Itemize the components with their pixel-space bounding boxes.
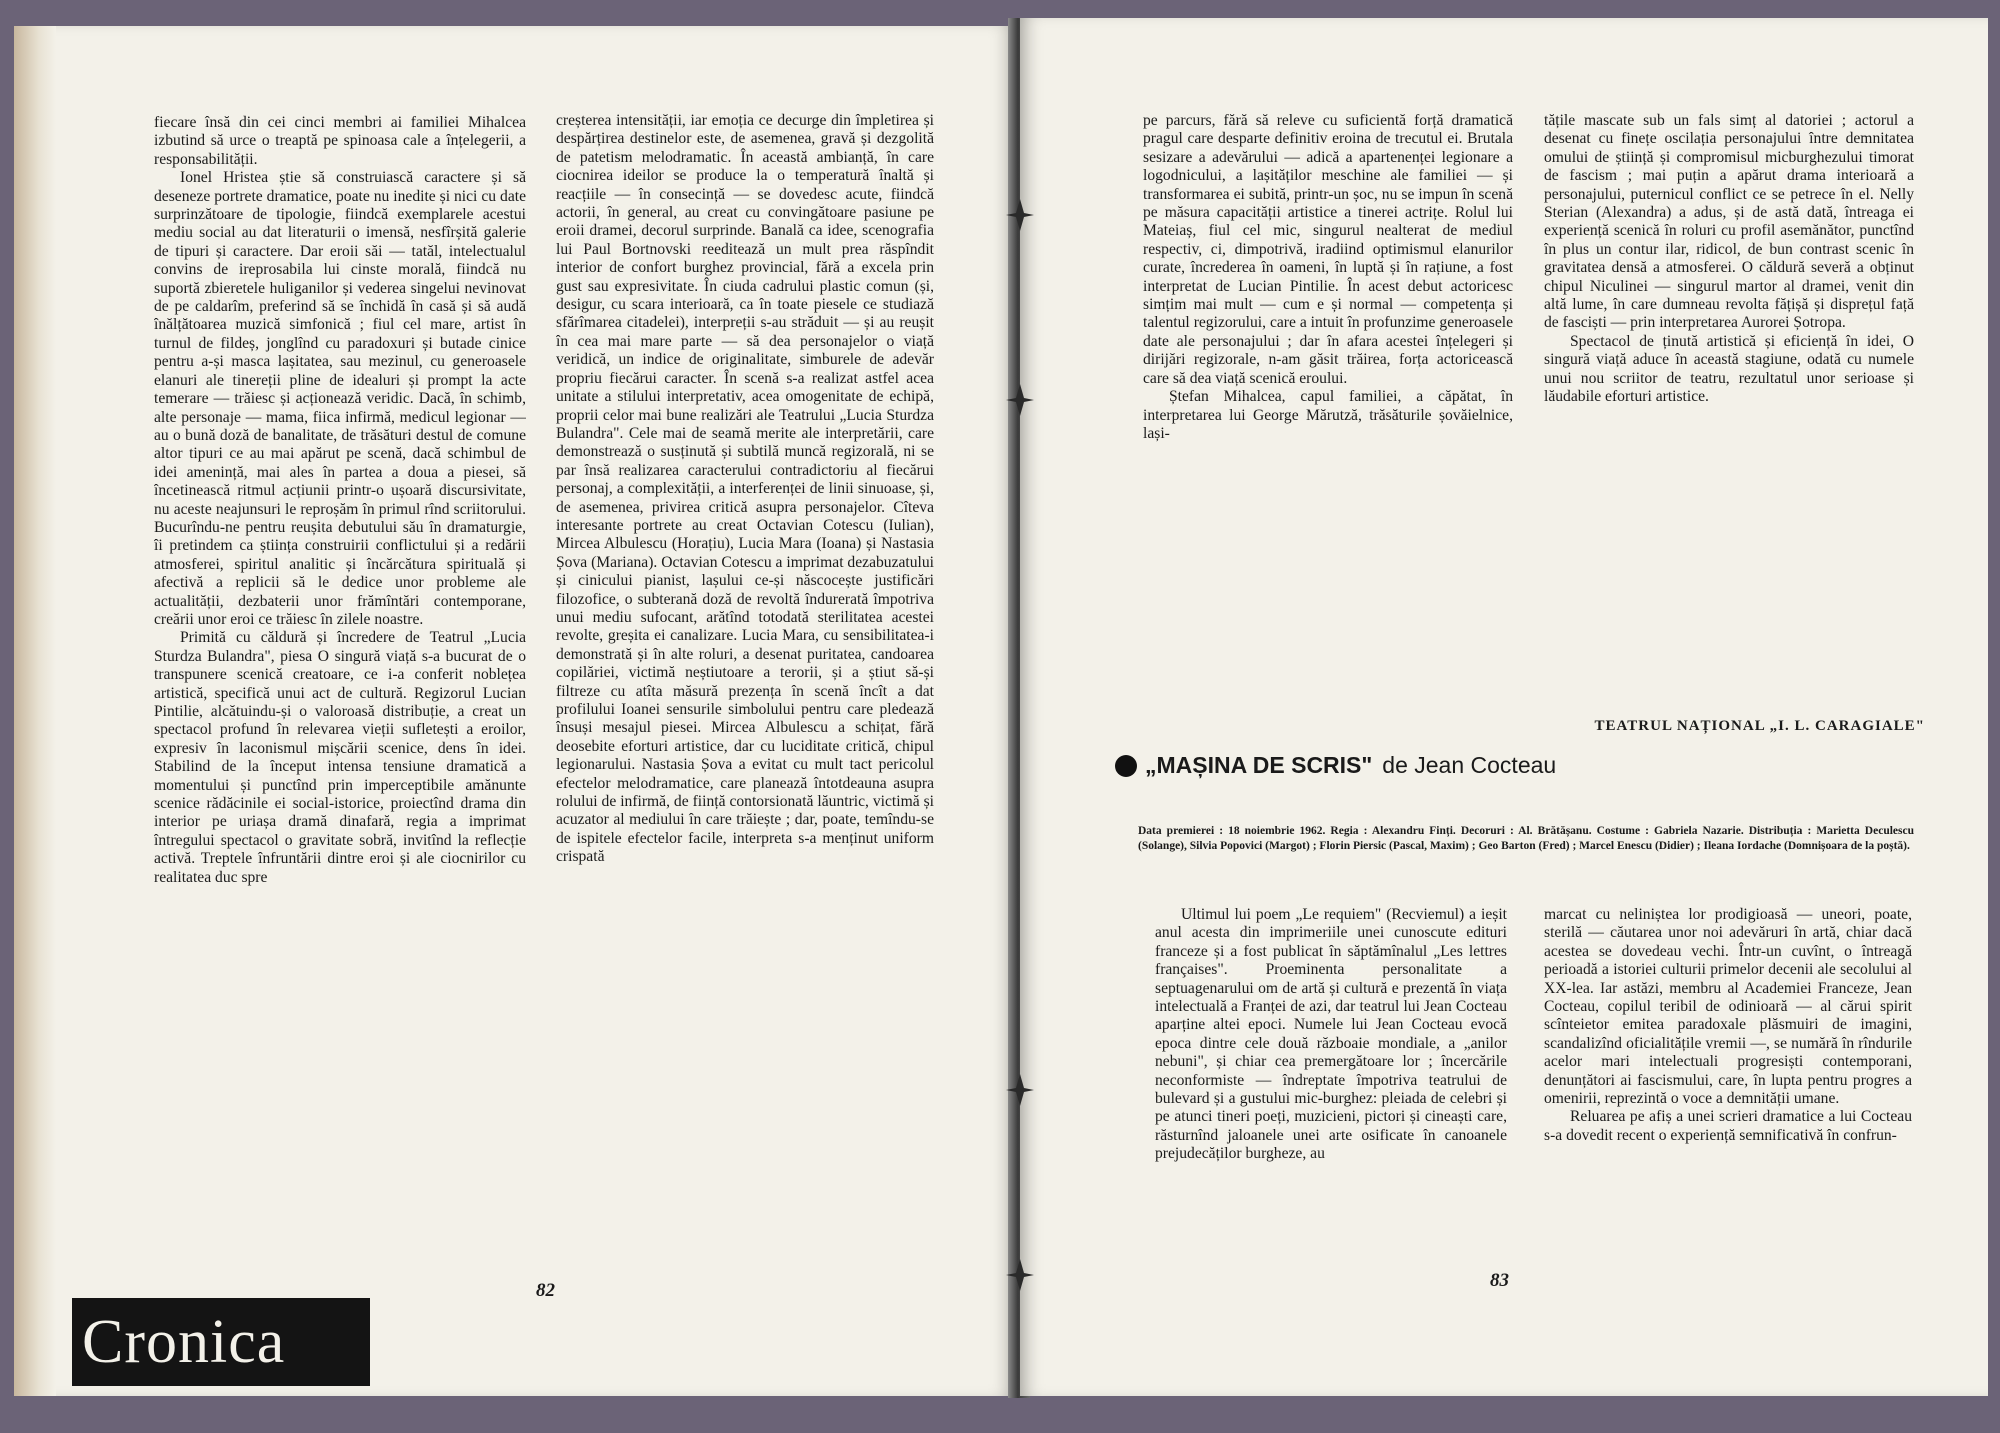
paragraph: pe parcurs, fără să releve cu suficientă forță dramatică pragul care desparte definitiv eroina de trecutul ei. Brutala sesizare a adevărului — adică a apartenenței legionare a logodnicului, a lașităților meschine ale familiei — și transformarea ei subită, printr-un șoc, nu se impun în scenă pe măsura capacității artistice a tinerei actrițe. Rolul lui Mateiaș, fiul cel mic, singurul nealterat de mediul respectiv, ci, dimpotrivă, iradiind optimismul elanurilor curate, încrederea în oameni, în luptă și în rațiune, a fost interpretat de Lucian Pintilie. În acest debut actoricesc simțim mai mult — cum e și normal — competența și talentul regizorului, care a intuit în profunzime generoasele date ale personajului ; dar în afara acestei înțelegeri și dirijări regizorale, n-am găsit trăirea, forța actoricească care să dea viață scenică eroului. <box>1143 112 1513 387</box>
headline-title: „MAȘINA DE SCRIS" <box>1145 752 1373 778</box>
right-column-1 <box>1143 112 1513 582</box>
paragraph: Ștefan Mihalcea, capul familiei, a căpătat, în interpretarea lui George Mărutză, trăsăturile șovăielnice, lași- <box>1143 388 1513 442</box>
left-page <box>14 26 1014 1396</box>
right-column-4 <box>1544 906 1912 1276</box>
theatre-kicker: TEATRUL NAȚIONAL „I. L. CARAGIALE" <box>1594 718 1925 734</box>
bullet-icon <box>1115 755 1137 777</box>
right-column-2 <box>1544 112 1914 582</box>
paragraph: Ultimul lui poem „Le requiem" (Recviemul) a ieșit anul acesta din imprimeriile unei cunoscute edituri franceze și a fost publicat în săptămînalul „Les lettres françaises". Proeminenta personalitate a septuagenarului om de artă și cultură e prezentă în viața intelectuală a Franței de azi, dar teatrul lui Jean Cocteau aparține altei epoci. Numele lui Jean Cocteau evocă epoca dintre cele două războaie mondiale, a „anilor nebuni", și chiar cea premergătoare lor ; încercările neconformiste — îndreptate împotriva teatrului de bulevard și a gustului mic-burghez: pleiada de celebri și pe atunci tineri poeți, muzicieni, pictori și cineaști care, răsturnînd jaloanele unei arte osificate în canoanele prejudecăților burgheze, au <box>1155 906 1507 1163</box>
paragraph: marcat cu neliniștea lor prodigioasă — uneori, poate, sterilă — căutarea unor noi adevăruri în artă, chiar dacă acestea se dovedeau vechi. Într-un cuvînt, o întreagă perioadă a istoriei culturii primelor decenii ale secolului al XX-lea. Iar astăzi, membru al Academiei Franceze, Jean Cocteau, copilul teribil de odinioară — al cărui spirit scînteietor emitea paradoxale plăsmuiri de imagini, scandalizînd oficialitățile vremii —, se numără în rîndurile acelor mari intelectuali progresiști contemporani, denunțători ai fascismului, care, în lupta pentru progres a omenirii, reprezintă o voce a demnității umane. <box>1544 906 1912 1108</box>
section-label: Cronica <box>72 1298 370 1386</box>
paragraph: creșterea intensității, iar emoția ce decurge din împletirea și despărțirea destinelor este, de asemenea, gravă și dezgolită de patetism melodramatic. În această ambianță, în care ciocnirea ideilor se produce la o temperatură înaltă și reacțiile — în consecință — se dovedesc acute, fiindcă actorii, în general, au creat cu convingătoare pasiune pe eroii dramei, decorul surprinde. Banală ca idee, scenografia lui Paul Bortnovski reeditează un mult prea răspîndit interior de confort burghez provincial, fără a excela prin gust sau expresivitate. În ciuda cadrului plastic comun (și, desigur, cu scara interioară, ca în toate piesele ce studiază sfărîmarea citadelei), interpreții s-au străduit — și au reușit în cea mai mare parte — să dea personajelor o viață veridică, un indice de originalitate, simburele de adevăr propriu fiecărui caracter. În scenă s-a realizat astfel acea unitate a stilului interpretativ, acea omogenitate de echipă, proprii celor mai bune realizări ale Teatrului „Lucia Sturdza Bulandra". Cele mai de seamă merite ale interpretării, care demonstrează o susținută și subtilă muncă regizorală, ni se par însă realizarea caracterului contradictoriu al fiecărui personaj, a complexității, a interferenței de linii sinuoase, și, de asemenea, privirea critică asupra personajelor. Cîteva interesante portrete au creat Octavian Cotescu (Iulian), Mircea Albulescu (Horațiu), Lucia Mara (Ioana) și Nastasia Șova (Mariana). Octavian Cotescu a imprimat dezabuzatului și cinicului pianist, lașului ce-și născocește justificări filozofice, o subterană doză de revoltă îndurerată împotriva unui mediu sufocant, arătînd totodată sterilitatea acestei revolte, greșita ei canalizare. Lucia Mara, cu sensibilitatea-i demonstrată și în alte roluri, a desenat puritatea, candoarea copilăriei, victimă neștiutoare a terorii, și a știut să-și filtreze cu atîta măsură prezența în scenă încît a dat profilului Ioanei sensurile simbolului pentru care pledează însuși mesajul piesei. Mircea Albulescu a schițat, fără deosebite eforturi artistice, dar cu luciditate critică, chipul legionarului. Nastasia Șova a evitat cu mult tact pericolul efectelor melodramatice, care planează întotdeauna asupra rolului de infirmă, de ființă contorsionată lăuntric, victimă și acuzator al mediului în care trăiește ; dar, poate, temîndu-se de ispitele efectelor facile, interpreta s-a menținut uniform crispată <box>556 112 934 866</box>
premiere-credits: Data premierei : 18 noiembrie 1962. Regia : Alexandru Finți. Decoruri : Al. Brătășanu. Costume : Gabriela Nazarie. Distribuția : Marietta Deculescu (Solange), Silvia Popovici (Margot) ; Florin Piersic (Pascal, Maxim) ; Geo Barton (Fred) ; Marcel Enescu (Didier) ; Ileana Iordache (Domnișoara de la poștă). <box>1138 825 1914 852</box>
article-headline <box>1115 752 1915 779</box>
left-column-2 <box>556 112 934 1276</box>
paragraph: tățile mascate sub un fals simț al datoriei ; actorul a desenat cu finețe oscilația personajului între demnitatea omului de știință și compromisul micburghezului timorat de fascism ; mai puțin a apărut drama interioară a personajului, puternicul conflict ce se petrece în el. Nelly Sterian (Alexandra) a adus, și de astă dată, întreaga ei experiență scenică în roluri cu profil asemănător, punctînd în plus un contur ilar, ridicol, de bun contrast scenic în gravitatea densă a atmosferei. O căldură severă a obținut chipul Niculinei — singurul martor al dramei, venit din altă lume, în care dumneau revolta fățișă și disprețul față de fasciști — prin interpretarea Aurorei Șotropa. <box>1544 112 1914 332</box>
right-column-3 <box>1155 906 1507 1276</box>
paragraph: Ionel Hristea știe să construiască caractere și să deseneze portrete dramatice, poate nu inedite și nici cu date surprinzătoare de tipologie, fiindcă exemplarele acestui mediu social au dat literaturii o imensă, nesfîrșită galerie de tipuri și caractere. Dar eroii săi — tatăl, intelectualul convins de ireprosabila lui cinste morală, fiindcă nu suportă zbieretele huliganilor și vederea singelui nevinovat de pe caldarîm, preferind să se închidă în casă și să audă înălțătoarea muzică simfonică ; fiul cel mare, artist în turnul de fildeș, jonglînd cu paradoxuri și butade cinice pentru a-și masca lașitatea, sau mezinul, cu generoasele elanuri ale tinereții pline de idealuri și prompt la acte temerare — trăiesc și acționează veridic. Dacă, în schimb, alte personaje — mama, fiica infirmă, medicul legionar — au o bună doză de banalitate, de trăsături destul de comune altor tipuri ce au mai apărut pe scenă, dacă schimbul de idei amenință, mai ales în partea a doua a piesei, să încetinească ritmul acțiunii printr-o ușoară discursivitate, nu aceste neajunsuri le reproșăm în primul rînd scriitorului. Bucurîndu-ne pentru reușita debutului său în dramaturgie, îi pretindem ca știința construirii conflictului și a redării atmosferei, spiritul analitic și încărcătura spirituală și afectivă a replicii să le dedice unor probleme ale actualității, dezbaterii unor frămîntări contemporane, creării unor eroi ce trăiesc în zilele noastre. <box>154 169 526 628</box>
right-page <box>1020 18 1988 1396</box>
paragraph: fiecare însă din cei cinci membri ai familiei Mihalcea izbutind să urce o treaptă pe spinoasa cale a înțelegerii, a responsabilității. <box>154 114 526 168</box>
left-page-edge <box>14 26 56 1396</box>
headline-byline: de Jean Cocteau <box>1382 752 1557 778</box>
page-number: 83 <box>1490 1270 1509 1291</box>
left-column-1 <box>154 114 526 1276</box>
page-number: 82 <box>536 1280 555 1301</box>
paragraph: Reluarea pe afiș a unei scrieri dramatice a lui Cocteau s-a dovedit recent o experiență semnificativă în confrun- <box>1544 1108 1912 1144</box>
paragraph: Spectacol de ținută artistică și eficiență în idei, O singură viață aduce în această stagiune, odată cu numele unui nou scriitor de teatru, rezultatul unor serioase și lăudabile eforturi artistice. <box>1544 332 1914 406</box>
paragraph: Primită cu căldură și încredere de Teatrul „Lucia Sturdza Bulandra", piesa O singură viață s-a bucurat de o transpunere scenică creatoare, ce i-a conferit noblețea artistică, specifică unui act de cultură. Regizorul Lucian Pintilie, alcătuindu-și o valoroasă distribuție, a creat un spectacol profund în relevarea vieții sufletești a eroilor, expresiv în laconismul mișcării scenice, dens în idei. Stabilind de la început intensa tensiune dramatică a momentului și punctînd prin imperceptibile amănunte scenice rădăcinile ei social-istorice, proiectînd drama din interior pe uriașa dramă dinafară, regia a imprimat întregului spectacol o gravitate sobră, invitînd la reflecție activă. Treptele înfruntării dintre eroi și ale ciocnirilor cu realitatea duc spre <box>154 629 526 886</box>
